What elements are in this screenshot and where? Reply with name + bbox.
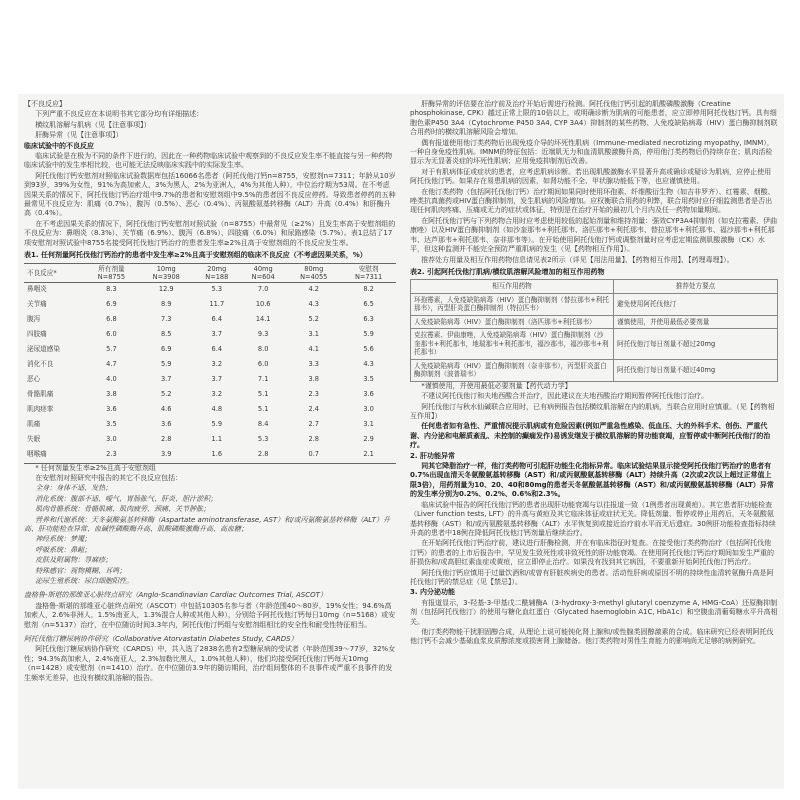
- table-header-row: [24, 263, 396, 282]
- intro-line: 下列严重不良反应在本说明书其它部分均有详细描述：: [35, 110, 204, 119]
- table-cell: 3.6: [160, 420, 172, 429]
- table1-caption: 表1. 任何剂量阿托伐他汀钙治疗的患者中发生率≥2%且高于安慰剂组的临床不良反应（不考虑因果关系，%）: [24, 251, 367, 260]
- table-header-cell: 所有剂量 N=8755: [97, 264, 126, 281]
- table-cell: 6.3: [363, 315, 374, 324]
- table-cell: 5.9: [160, 360, 172, 369]
- table-header-cell: 相互作用药物: [411, 280, 614, 294]
- table-cell: 阿托伐他汀每日剂量不超过40mg: [614, 359, 778, 381]
- table-row: [24, 298, 396, 313]
- paragraph: 阿托伐他汀钙安慰剂对照临床试验数据库包括16066名患者（阿托伐他汀钙n=8755，安慰剂n=7311；年龄从10岁到93岁，39%为女性，91%为高加索人，3%为黑人，2%为亚洲人，4%为其他人种），中位治疗期为53周。在不考虑因果关系的情况下，阿托伐他汀钙治疗组中9.7%的患者和安慰剂组中9.5%的患者因不良反应停药。导致患者停药的五种最常见不良反应为：肌痛（0.7%）、腹泻（0.5%）、恶心（0.4%）、丙氨酸氨基转移酶（ALT）升高（0.4%）和肝酶升高（0.4%）。: [24, 171, 396, 218]
- table-cell: 2.1: [363, 450, 374, 459]
- table-cell: 5.1: [257, 390, 269, 399]
- table-cell: 骨骼肌痛: [27, 390, 54, 399]
- paragraph: 在不考虑因果关系的情况下，阿托伐他汀钙安慰剂对照试验（n=8755）中最常见（≥2%）且发生率高于安慰剂组的不良反应为：鼻咽炎（8.3%）、关节痛（6.9%）、腹泻（6.8%）、四肢痛（6.0%）和尿路感染（5.7%）。表1总结了17项安慰剂对照试验中8755名接受阿托伐他汀钙治疗的患者发生率≥2%且高于安慰剂组的不良反应发生率。: [24, 219, 396, 247]
- table-cell: 3.8: [106, 390, 117, 399]
- table-cell: 7.0: [257, 285, 269, 294]
- table-cell: 肌肉痉挛: [27, 405, 54, 414]
- table-cell: 4.6: [160, 405, 172, 414]
- table-row: [24, 388, 396, 403]
- section-tag: 【不良反应】: [24, 100, 66, 108]
- paragraph: 在安慰剂对照研究中报告的其它不良反应包括：: [35, 473, 183, 482]
- table-cell: 7.1: [257, 375, 269, 384]
- table-cell: 2.3: [106, 450, 117, 459]
- table-cell: 8.9: [160, 300, 172, 309]
- table-cell: 消化不良: [27, 360, 54, 369]
- table-cell: 7.3: [160, 315, 172, 324]
- heading-ascot: 盎格鲁-斯堪的那维亚心脏终点研究（Anglo-Scandinavian Cardiac Outcomes Trial, ASCOT）: [24, 591, 327, 600]
- table-cell: 6.4: [211, 345, 223, 354]
- table-cell: 3.7: [211, 330, 223, 339]
- table-cell: 谨慎使用，并使用最低必要剂量: [614, 315, 778, 329]
- table-cell: 4.0: [106, 375, 117, 384]
- table-cell: 5.2: [308, 315, 319, 324]
- paragraph: 盎格鲁-斯堪的那维亚心脏终点研究（ASCOT）中包括10305名参与者（年龄范围40～80岁，19%女性；94.6%高加索人，2.6%非洲人，1.5%南亚人，1.3%混合人种或其他人种），分别给予阿托伐他汀钙每日10mg（n=5168）或安慰剂（n=5137）治疗，在中位随访时间3.3年内，阿托伐他汀钙组与安慰剂组相比的安全性和耐受性特征相当。: [24, 601, 396, 629]
- table-cell: 0.7: [308, 450, 319, 459]
- table-cell: 1.1: [211, 435, 223, 444]
- paragraph: 在他汀类药物（包括阿托伐他汀钙）治疗期间如果同时使用环孢素、纤维酸衍生物（如吉非罗齐）、红霉素、烟酸、唑类抗真菌药或HIV蛋白酶抑制剂，发生肌病的风险增加。应权衡联合用药的利弊，联合用药时应仔细监测患者是否出现任何肌肉疼痛、压痛或无力的症状或体征，特别是在治疗开始的最初几个月内及任一药物加量期间。: [410, 187, 775, 215]
- table-cell: 3.2: [211, 390, 223, 399]
- list-item: 泌尿生殖系统：尿白细胞阳性。: [35, 576, 134, 585]
- table2-caption: 表2. 引起阿托伐他汀肌病/横纹肌溶解风险增加的相互作用药物: [410, 267, 605, 276]
- table2-footnote: *谨慎使用，并使用最低必要剂量【药代动力学】: [421, 381, 572, 390]
- table-cell: 恶心: [27, 375, 41, 384]
- table-cell: 6.4: [211, 315, 223, 324]
- paragraph: 不建议阿托伐他汀和夫地西酸合并治疗，因此建议在夫地西酸治疗期间暂停阿托伐他汀治疗。: [421, 392, 709, 401]
- table-header-cell: 安慰剂 N=7311: [354, 264, 383, 281]
- table-cell: 3.7: [160, 375, 172, 384]
- table-cell: 5.3: [257, 435, 269, 444]
- table-header-row: [411, 280, 778, 294]
- table-header-cell: 推荐处方要点: [614, 280, 778, 294]
- intro-line: 肝酶异常（见【注意事项】）: [35, 131, 123, 140]
- list-item: 肌肉骨骼系统：骨骼肌痛、肌肉疲劳、颈痛、关节肿胀；: [35, 505, 211, 514]
- paragraph: 阿托伐他汀与秋水仙碱联合应用时，已有病例报告包括横纹肌溶解在内的肌病，当联合应用时应慎重。（见【药物相互作用】）: [410, 402, 775, 421]
- table-cell: 1.6: [211, 450, 223, 459]
- table1-footnote: * 任何剂量发生率≥2%且高于安慰剂组: [35, 463, 156, 472]
- list-item: 呼吸系统：鼻衄；: [35, 545, 92, 554]
- table-cell: 6.5: [363, 300, 374, 309]
- table-cell: 5.3: [211, 285, 223, 294]
- table-cell: 8.2: [363, 285, 374, 294]
- adverse-reactions-table: [24, 263, 396, 464]
- table-row: [411, 293, 778, 315]
- table-row: [24, 373, 396, 388]
- table-cell: 4.3: [363, 360, 374, 369]
- table-cell: 3.7: [211, 375, 223, 384]
- paragraph-bold: 任何患者如有急性、严重情况提示肌病或有危险因素(例如严重急性感染、低血压、大的外科手术、创伤、严重代谢、内分泌和电解质紊乱、未控制的癫痫发作)易诱发继发于横纹肌溶解的肾功能衰竭，应暂停或中断阿托伐他汀的治疗。: [410, 422, 771, 450]
- table-cell: 3.1: [308, 330, 319, 339]
- list-item: 营养和代谢系统：天冬氨酸氨基转移酶（Aspartate aminotransferase, AST）和/或丙氨酸氨基转移酶（ALT）升高、肝功能检查异常、血碱性磷酸酶升高、肌酸磷酸激酶升高、高血糖；: [24, 515, 391, 533]
- list-item: 全身：身体不适、发热；: [35, 484, 113, 493]
- table-cell: 3.5: [106, 420, 117, 429]
- table-cell: 6.9: [160, 345, 172, 354]
- table-row: [24, 433, 396, 448]
- table-row: [411, 329, 778, 360]
- heading-cards: 阿托伐他汀糖尿病协作研究（Collaborative Atorvastatin Diabetes Study, CARDS）: [24, 635, 298, 643]
- paragraph: 临床试验中报告的阿托伐他汀钙的患者出现肝功能衰竭与以往报道一致（1例患者出现黄疸）。其它患者肝功能检查（Liver function tests, LFT）的升高与黄疸及其它临床体征或症状无关。降低剂量、暂停或停止用药后，天冬氨酸氨基转移酶（AST）和/或丙氨酸氨基转移酶（ALT）水平恢复到或接近治疗前水平而无后遗症。30例肝功能检查指标持续升高的患者中18例在降低阿托伐他汀钙剂量后继续治疗。: [410, 500, 776, 537]
- table-cell: 6.0: [257, 360, 269, 369]
- table-cell: 8.4: [257, 420, 269, 429]
- table-cell: 6.9: [106, 300, 117, 309]
- table-cell: 5.9: [211, 420, 223, 429]
- heading-liver-function: 2. 肝功能异常: [410, 451, 455, 460]
- table-cell: 3.8: [308, 375, 319, 384]
- table-cell: 8.5: [160, 330, 172, 339]
- table-cell: 14.1: [255, 315, 271, 324]
- table-cell: 3.5: [363, 375, 374, 384]
- paragraph: 对于有肌病体征或症状的患者，应考虑肌病诊断。若出现肌酸激酶水平显著升高或确诊或疑诊为肌病，应停止使用阿托伐他汀钙。如果存在易患肌病的因素，如肾功能不全、甲状腺功能低下等，也应谨慎使用。: [410, 167, 772, 186]
- table-cell: 环孢霉素，人免疫缺陷病毒（HIV）蛋白酶抑制剂（替拉那韦+利托那韦），丙型肝炎蛋白酶抑制剂（特拉匹韦）: [411, 293, 614, 315]
- table-cell: 泌尿道感染: [27, 345, 60, 354]
- table-cell: 5.6: [363, 345, 374, 354]
- paragraph: 偶有报道使用他汀类药物后出现免疫介导的坏死性肌病（Immune-mediated necrotizing myopathy, IMNM），一种自身免疫性肌病。IMNM的特征包括：近端肌无力和血清肌酸激酶升高，停用他汀类药物后仍持续存在；肌肉活检显示为无显著炎症的坏死性肌病；应用免疫抑制剂后改善。: [410, 138, 774, 166]
- table-cell: 4.7: [106, 360, 117, 369]
- table-cell: 3.6: [363, 390, 374, 399]
- table-cell: 2.8: [160, 435, 172, 444]
- table-header-cell: 40mg N=604: [251, 264, 275, 281]
- table-cell: 人免疫缺陷病毒（HIV）蛋白酶抑制剂（奈非那韦），丙型肝炎蛋白酶抑制剂（波普瑞韦）: [411, 359, 614, 381]
- table-cell: 4.1: [308, 345, 319, 354]
- table-cell: 关节痛: [27, 300, 47, 309]
- table-cell: 5.7: [106, 345, 117, 354]
- table-row: [24, 418, 396, 433]
- paragraph: 阿托伐他汀糖尿病协作研究（CARDS）中，共入选了2838名患有2型糖尿病的受试者（年龄范围39～77岁，32%女性；94.3%高加索人，2.4%南亚人，2.3%加勒比黑人，1.0%其他人种），他们均接受阿托伐他汀钙每天10mg（n=1428）或安慰剂（n=1410）治疗。在中位随访3.9年的随访期间，治疗组间整体的不良事件或严重不良事件的发生频率无差异，也没有横纹肌溶解的报告。: [24, 645, 396, 682]
- table-cell: 2.9: [363, 435, 374, 444]
- list-item: 消化系统：腹部不适、嗳气、胃肠胀气、肝炎、胆汁淤积；: [35, 494, 218, 503]
- table-cell: 5.2: [160, 390, 172, 399]
- paragraph: 推荐处方用量及相互作用药物信息请见表2所示（详见【用法用量】、【药物相互作用】、【药理毒理】）。: [421, 255, 734, 264]
- table-cell: 2.7: [308, 420, 319, 429]
- paragraph: 阿托伐他汀钙应慎用于过量饮酒和/或曾有肝脏疾病史的患者。活动性肝病或原因不明的持续性血清转氨酶升高是阿托伐他汀钙的禁忌症（见【禁忌】）。: [410, 568, 774, 586]
- table-header-cell: 80mg N=4055: [300, 264, 328, 281]
- table-cell: 3.1: [363, 420, 374, 429]
- paragraph: 在开始阿托伐他汀钙治疗前，建议进行肝酶检测，并在有临床指征时复查。在接受他汀类药物治疗（包括阿托伐他汀钙）的患者的上市后报告中，罕见发生致死性或非致死性的肝功能衰竭。在使用阿托伐他汀钙治疗期间如发生严重的肝损伤和/或高胆红素血症或黄疸，应立即停止治疗。如果没有找到其它病因，不要重新开始阿托伐他汀钙治疗。: [410, 539, 774, 567]
- table-cell: 8.3: [106, 285, 117, 294]
- table-row: [24, 358, 396, 373]
- table-cell: 4.2: [308, 285, 319, 294]
- left-column: [24, 100, 396, 780]
- paragraph: 有报道显示，3-羟基-3-甲基戊二酰辅酶A（3-hydroxy-3-methyl glutaryl coenzyme A, HMG-CoA）还原酶抑制剂（包括阿托伐他汀）的使用与糖化血红蛋白（Glycated haemoglobin A1C, HbA1c）和空腹血清葡萄糖水平升高相关。: [410, 598, 778, 626]
- table-cell: 6.0: [106, 330, 117, 339]
- table-row: [24, 282, 396, 298]
- table-cell: 8.0: [257, 345, 269, 354]
- table-cell: 3.0: [106, 435, 117, 444]
- table-cell: 4.8: [211, 405, 223, 414]
- table-cell: 咽喉痛: [27, 450, 47, 459]
- table-cell: 11.7: [209, 300, 225, 309]
- table-cell: 2.3: [308, 390, 319, 399]
- table-cell: 6.8: [106, 315, 117, 324]
- table-cell: 2.8: [257, 450, 269, 459]
- table-row: [24, 403, 396, 418]
- table-cell: 2.8: [308, 435, 319, 444]
- table-row: [24, 313, 396, 328]
- right-column: [410, 100, 778, 780]
- list-item: 神经系统：梦魇；: [35, 535, 92, 544]
- table-cell: 12.9: [158, 285, 174, 294]
- table-cell: 2.4: [308, 405, 319, 414]
- table-cell: 3.3: [308, 360, 319, 369]
- table-cell: 四肢痛: [27, 330, 47, 339]
- table-header-cell: 10mg N=3908: [152, 264, 180, 281]
- list-item: 皮肤及附属物：荨麻疹；: [35, 556, 113, 565]
- list-item: 特殊感官：视物模糊、耳鸣；: [35, 566, 127, 575]
- table-header-cell: 不良反应*: [27, 268, 57, 277]
- table-cell: 3.6: [106, 405, 117, 414]
- table-cell: 克拉霉素、伊曲康唑，人免疫缺陷病毒（HIV）蛋白酶抑制剂（沙奎那韦+利托那韦，地瑞那韦+利托那韦，福沙那韦，福沙那韦+利托那韦）: [411, 329, 614, 360]
- table-cell: 4.3: [308, 300, 319, 309]
- paragraph-bold: 同其它降脂治疗一样，他汀类药物可引起肝功能生化指标异常。临床试验结果显示接受阿托伐他汀钙治疗的患者有0.7%出现血清天冬氨酸氨基转移酶（AST）和/或丙氨酸氨基转移酶（ALT）持续升高（2次或2次以上超过正常值上限3倍），用药剂量为10、20、40和80mg的患者天冬氨酸氨基转移酶（AST）和/或丙氨酸氨基转移酶（ALT）异常的发生率分别为0.2%、0.2%、0.6%和2.3%。: [410, 462, 774, 499]
- heading-clinical-trials: 临床试验中的不良反应: [24, 141, 94, 150]
- paragraph: 他汀类药物能干扰胆固醇合成，从理论上说可能钝化肾上腺和/或性腺类固醇激素的合成。临床研究已经表明阿托伐他汀钙不会减少基础血浆皮质醇浓度或损害肾上腺储备。他汀类药物对男性生育能力的影响尚无足够的病例研究。: [410, 627, 774, 646]
- table-row: [24, 448, 396, 464]
- table-cell: 3.9: [160, 450, 172, 459]
- table-cell: 3.2: [211, 360, 223, 369]
- table-cell: 10.6: [255, 300, 271, 309]
- table-cell: 鼻咽炎: [27, 285, 47, 294]
- table-cell: 人免疫缺陷病毒（HIV）蛋白酶抑制剂（洛匹那韦+利托那韦）: [411, 315, 614, 329]
- table-cell: 9.3: [257, 330, 269, 339]
- table-cell: 阿托伐他汀每日剂量不超过20mg: [614, 329, 778, 360]
- paragraph: 在阿托伐他汀钙与下列药物合用时应考虑使用较低的起始剂量和维持剂量：强效CYP3A4抑制剂（如克拉霉素、伊曲康唑）以及HIV蛋白酶抑制剂（如沙奎那韦+利托那韦、洛匹那韦+利托那韦、替拉那韦+利托那韦、福沙那韦+利托那韦、达芦那韦+利托那韦、奈非那韦等）。在开始使用阿托伐他汀钙或调整剂量时应考虑定期监测肌酸激酶（CK）水平，但这种监测并不能完全预防严重肌病的发生（见【药物相互作用】）。: [410, 216, 778, 254]
- table-cell: 3.0: [363, 405, 374, 414]
- heading-endocrine: 3. 内分泌功能: [410, 588, 455, 597]
- table-row: [411, 315, 778, 329]
- table-row: [24, 343, 396, 358]
- document-sheet: [18, 94, 784, 789]
- table-header-cell: 20mg N=188: [205, 264, 229, 281]
- drug-interaction-table: [410, 279, 778, 382]
- intro-line: 横纹肌溶解与肌病（见【注意事项】）: [35, 120, 151, 129]
- paragraph: 肝酶异常的评估要在治疗前及治疗开始后需进行检测。阿托伐他汀钙引起的肌酸磷酸激酶（Creatine phosphokinase, CPK）越过正常上限的10倍以上，或明确诊断为肌病的可能患者，应立即停用阿托伐他汀钙。具有细胞色素P450 3A4（Cytochrome P450 3A4, CYP 3A4）抑制剂的某些药物、人免疫缺陷病毒（HIV）蛋白酶抑制剂联合用药时的横纹肌溶解风险会增加。: [410, 100, 778, 137]
- table-cell: 5.1: [257, 405, 269, 414]
- paragraph: 临床试验是在极为不同的条件下进行的，因此在一种药物临床试验中观察到的不良反应发生率不能直接与另一种药物临床试验中的发生率相比较，也可能无法反映临床实践中的实际发生率。: [24, 152, 393, 170]
- table-row: [24, 328, 396, 343]
- table-row: [411, 359, 778, 381]
- table-cell: 肌痛: [27, 420, 41, 429]
- table-cell: 腹泻: [27, 315, 41, 324]
- table-cell: 避免使用阿托伐他汀: [614, 293, 778, 315]
- table-cell: 失眠: [27, 435, 41, 444]
- table-cell: 5.9: [363, 330, 374, 339]
